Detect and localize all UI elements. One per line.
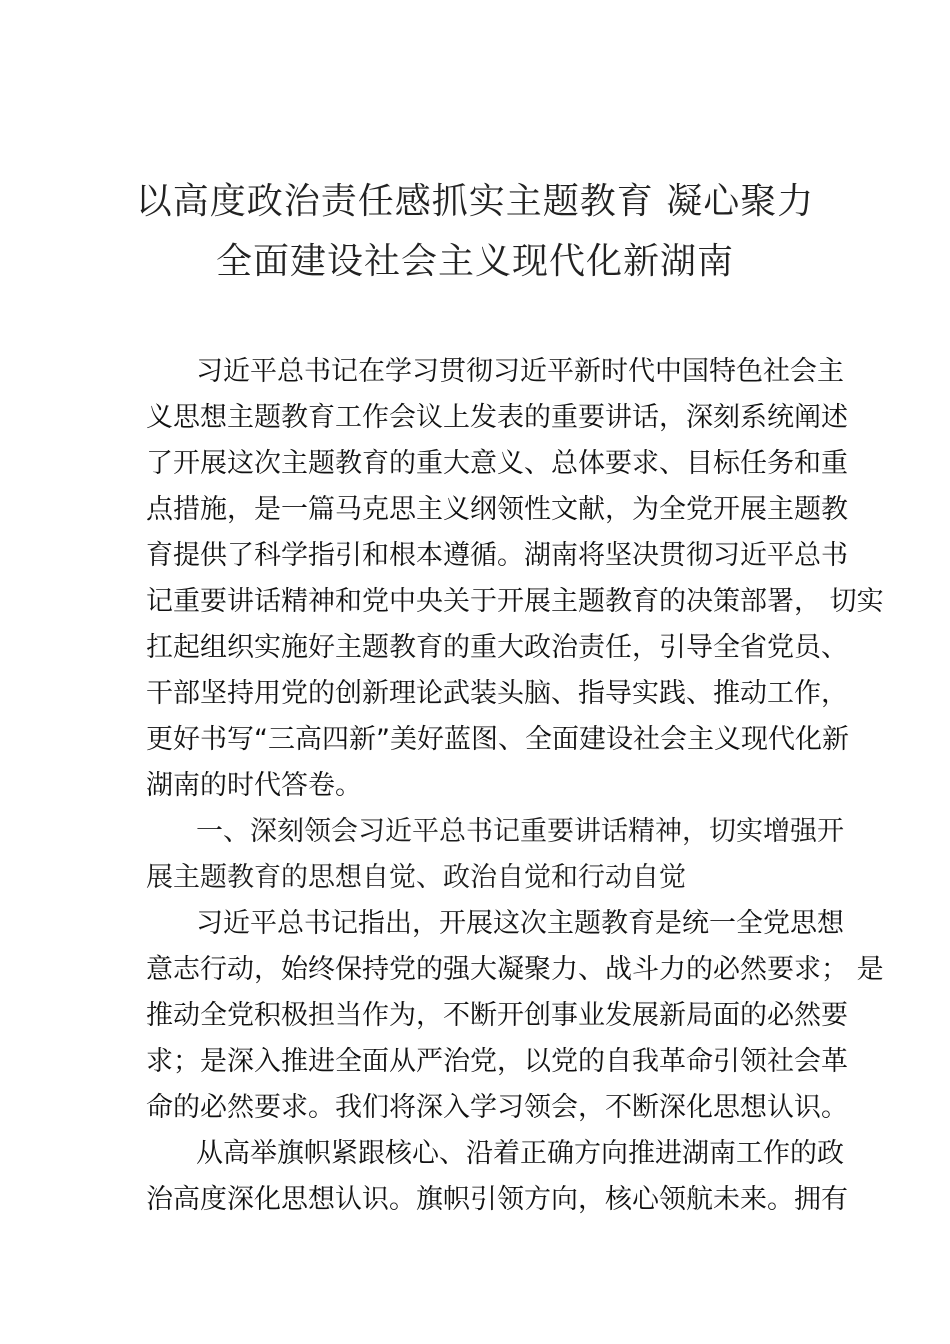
paragraph-1-line-2: 义思想主题教育工作会议上发表的重要讲话，深刻系统阐述 (146, 402, 848, 433)
paragraph-1-line-9: 更好书写“三高四新”美好蓝图、全面建设社会主义现代化新 (146, 724, 849, 755)
paragraph-1-line-6: 记重要讲话精神和党中央关于开展主题教育的决策部署， 切实 (146, 586, 884, 617)
paragraph-1-line-1: 习近平总书记在学习贯彻习近平新时代中国特色社会主 (196, 356, 844, 387)
paragraph-1-line-7: 扛起组织实施好主题教育的重大政治责任，引导全省党员、 (146, 632, 848, 663)
document-title-line-2: 全面建设社会主义现代化新湖南 (215, 241, 734, 282)
paragraph-1-line-4: 点措施，是一篇马克思主义纲领性文献，为全党开展主题教 (146, 494, 848, 525)
section-heading-line-1: 一、深刻领会习近平总书记重要讲话精神，切实增强开 (196, 816, 844, 847)
paragraph-1-line-10: 湖南的时代答卷。 (146, 770, 362, 801)
paragraph-2-line-1: 习近平总书记指出，开展这次主题教育是统一全党思想 (196, 908, 844, 939)
paragraph-3-line-2: 治高度深化思想认识。旗帜引领方向，核心领航未来。拥有 (146, 1184, 848, 1215)
paragraph-1-line-3: 了开展这次主题教育的重大意义、总体要求、目标任务和重 (146, 448, 848, 479)
document-title-line-1: 以高度政治责任感抓实主题教育 凝心聚力 (135, 181, 815, 222)
section-heading-line-2: 展主题教育的思想自觉、政治自觉和行动自觉 (146, 862, 686, 893)
paragraph-1-line-8: 干部坚持用党的创新理论武装头脑、指导实践、推动工作， (146, 678, 848, 709)
paragraph-2-line-5: 命的必然要求。我们将深入学习领会，不断深化思想认识。 (146, 1092, 848, 1123)
paragraph-3-line-1: 从高举旗帜紧跟核心、沿着正确方向推进湖南工作的政 (196, 1138, 844, 1169)
paragraph-2-line-3: 推动全党积极担当作为，不断开创事业发展新局面的必然要 (146, 1000, 848, 1031)
paragraph-1-line-5: 育提供了科学指引和根本遵循。湖南将坚决贯彻习近平总书 (146, 540, 848, 571)
paragraph-2-line-2: 意志行动，始终保持党的强大凝聚力、战斗力的必然要求； 是 (146, 954, 884, 985)
paragraph-2-line-4: 求；是深入推进全面从严治党，以党的自我革命引领社会革 (146, 1046, 848, 1077)
